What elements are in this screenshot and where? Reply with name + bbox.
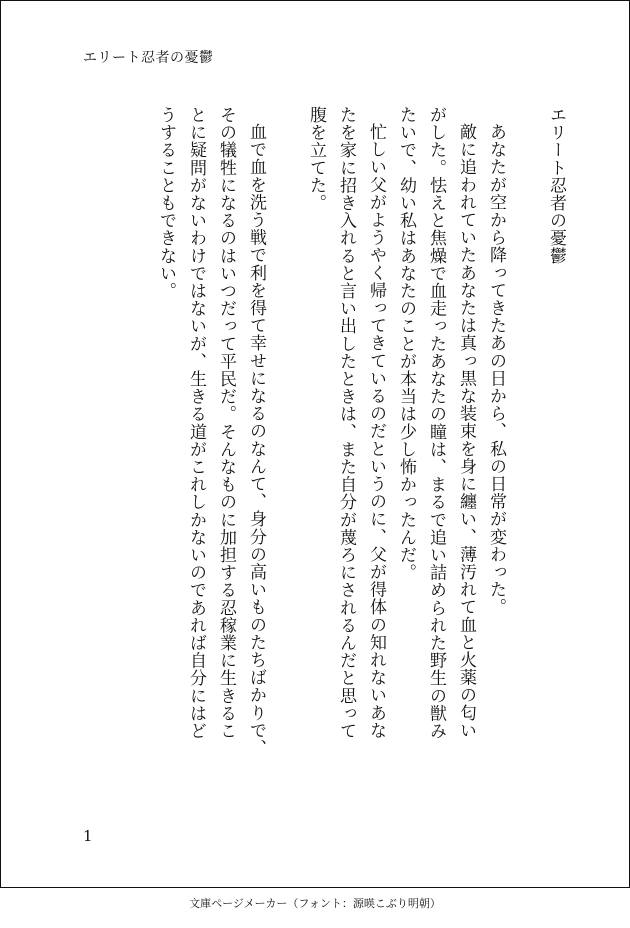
text-column: 敵に追われていたあなたは真っ黒な装束を身に纏い、薄汚れて血と火薬の匂い bbox=[456, 123, 476, 739]
text-column: うすることもできない。 bbox=[156, 106, 176, 300]
text-column: 血で血を洗う戦で利を得て幸せになるのなんて、身分の高いものたちばかりで、 bbox=[246, 123, 266, 757]
text-column: たを家に招き入れると言い出したときは、また自分が蔑ろにされるんだと思って bbox=[336, 106, 356, 740]
text-column: がした。怯えと焦燥で血走ったあなたの瞳は、まるで追い詰められた野生の獣み bbox=[426, 106, 446, 740]
text-column: あなたが空から降ってきたあの日から、私の日常が変わった。 bbox=[486, 123, 506, 616]
page-number: 1 bbox=[83, 827, 93, 845]
text-column: その犠牲になるのはいつだって平民だ。そんなものに加担する忍稼業に生きるこ bbox=[216, 106, 236, 740]
paragraph-spacer bbox=[271, 106, 301, 107]
running-header: エリート忍者の憂鬱 bbox=[83, 50, 214, 66]
chapter-title: エリート忍者の憂鬱 bbox=[546, 106, 566, 265]
text-column: 腹を立てた。 bbox=[306, 106, 326, 212]
body-text bbox=[151, 106, 571, 757]
footer-credit: 文庫ページメーカー（フォント：源暎こぶり明朝） bbox=[189, 897, 441, 910]
text-column: 忙しい父がようやく帰ってきているのだというのに、父が得体の知れないあな bbox=[366, 123, 386, 739]
text-column: とに疑問がないわけではないが、生きる道がこれしかないのであれば自分にはど bbox=[186, 106, 206, 740]
title-spacer bbox=[511, 106, 541, 107]
text-column: たいで、幼い私はあなたのことが本当は少し怖かったんだ。 bbox=[396, 106, 416, 582]
